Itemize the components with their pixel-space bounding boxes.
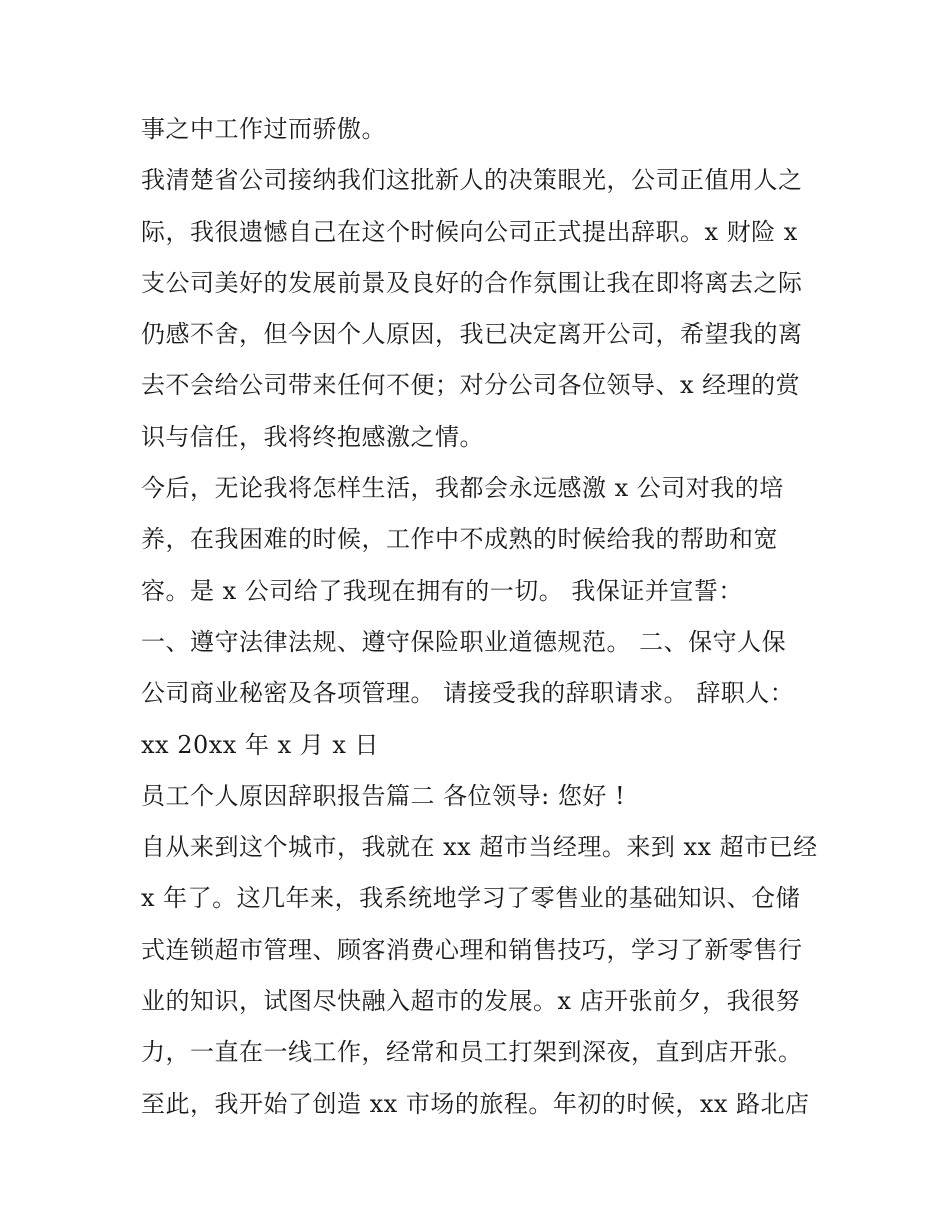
- text-line: 识与信任，我将终抱感激之情。: [141, 422, 484, 451]
- text-line: 公司商业秘密及各项管理。 请接受我的辞职请求。 辞职人：: [141, 679, 795, 708]
- text-line: 养，在我困难的时候，工作中不成熟的时候给我的帮助和宽: [141, 525, 778, 554]
- text-line: 自从来到这个城市，我就在 xx 超市当经理。来到 xx 超市已经: [141, 833, 818, 862]
- text-line: xx 20xx 年 x 月 x 日: [141, 730, 380, 759]
- text-line: 容。是 x 公司给了我现在拥有的一切。 我保证并宣誓：: [141, 576, 743, 605]
- text-line: 去不会给公司带来任何不便；对分公司各位领导、x 经理的赏: [141, 371, 801, 400]
- section-heading-line: 员工个人原因辞职报告篇二 各位领导: 您好 !: [141, 781, 626, 810]
- document-body: [141, 104, 821, 1130]
- text-line: 业的知识，试图尽快融入超市的发展。x 店开张前夕，我很努: [141, 987, 801, 1016]
- text-line: 今后，无论我将怎样生活，我都会永远感激 x 公司对我的培: [141, 474, 784, 503]
- text-line: 事之中工作过而骄傲。: [141, 115, 386, 143]
- text-line: 际，我很遗憾自己在这个时候向公司正式提出辞职。x 财险 x: [141, 217, 798, 246]
- text-line: 至此，我开始了创造 xx 市场的旅程。年初的时候，xx 路北店: [141, 1089, 810, 1118]
- text-line: 支公司美好的发展前景及良好的合作氛围让我在即将离去之际: [141, 268, 803, 297]
- text-line: x 年了。这几年来，我系统地学习了零售业的基础知识、仓储: [141, 884, 801, 913]
- text-line: 式连锁超市管理、顾客消费心理和销售技巧，学习了新零售行: [141, 935, 803, 964]
- text-line: 力，一直在一线工作，经常和员工打架到深夜，直到店开张。: [141, 1038, 803, 1067]
- text-line: 我清楚省公司接纳我们这批新人的决策眼光，公司正值用人之: [141, 166, 803, 195]
- text-line: 仍感不舍，但今因个人原因，我已决定离开公司，希望我的离: [141, 320, 803, 349]
- text-line: 一、遵守法律法规、遵守保险职业道德规范。 二、保守人保: [141, 627, 787, 656]
